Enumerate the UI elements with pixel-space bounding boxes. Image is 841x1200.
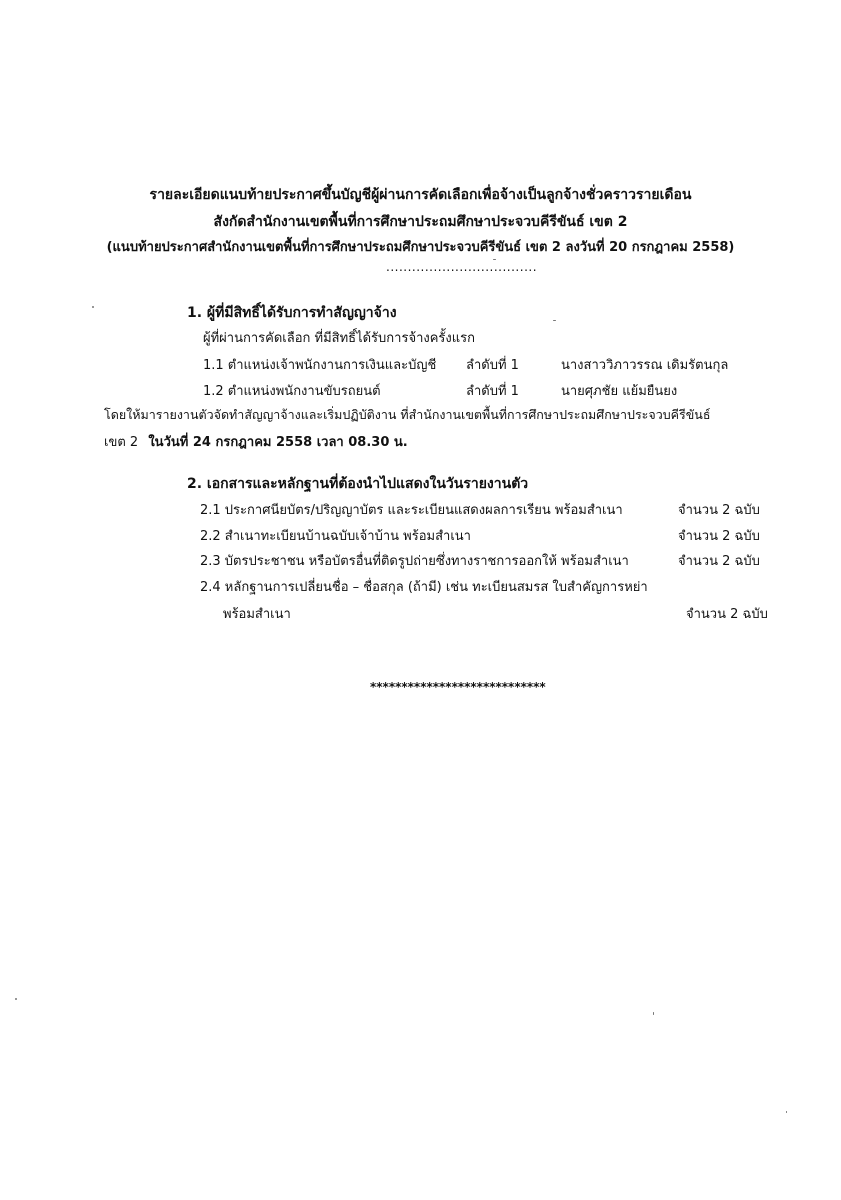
section1-item-1-rank: ลำดับที่ 1 [466, 358, 519, 373]
section2-item-2-qty: จำนวน 2 ฉบับ [678, 529, 760, 544]
scan-speck [15, 998, 17, 1000]
section2-heading: 2. เอกสารและหลักฐานที่ต้องนำไปแสดงในวันรายงานตัว [187, 476, 529, 492]
scan-speck [786, 1111, 787, 1113]
section1-report-date-time: ในวันที่ 24 กรกฎาคม 2558 เวลา 08.30 น. [148, 435, 408, 450]
scan-speck [493, 259, 496, 260]
header-dots-divider: ................................... [386, 260, 538, 274]
section2-item-2-text: 2.2 สำเนาทะเบียนบ้านฉบับเจ้าบ้าน พร้อมสำเนา [200, 529, 471, 544]
section1-heading: 1. ผู้ที่มีสิทธิ์ได้รับการทำสัญญาจ้าง [187, 305, 397, 321]
header-title-line2: สังกัดสำนักงานเขตพื้นที่การศึกษาประถมศึกษาประจวบคีรีขันธ์ เขต 2 [213, 214, 628, 230]
section1-intro: ผู้ที่ผ่านการคัดเลือก ที่มีสิทธิ์ได้รับการจ้างครั้งแรก [203, 331, 475, 346]
section1-item-2-name: นายศุภชัย แย้มยืนยง [561, 384, 678, 399]
section2-item-4-continuation: พร้อมสำเนา [223, 607, 291, 622]
scan-speck [653, 1012, 654, 1015]
section2-item-3-qty: จำนวน 2 ฉบับ [678, 554, 760, 569]
section2-item-1-text: 2.1 ประกาศนียบัตร/ปริญญาบัตร และระเบียนแสดงผลการเรียน พร้อมสำเนา [200, 503, 623, 518]
section2-item-1-qty: จำนวน 2 ฉบับ [678, 503, 760, 518]
section1-item-1-name: นางสาววิภาวรรณ เดิมรัตนกุล [561, 358, 729, 373]
section1-report-line1: โดยให้มารายงานตัวจัดทำสัญญาจ้างและเริ่มปฏิบัติงาน ที่สำนักงานเขตพื้นที่การศึกษาประถมศึกษาประจวบคีรีขันธ์ [104, 407, 711, 422]
section1-item-1-position: 1.1 ตำแหน่งเจ้าพนักงานการเงินและบัญชี [203, 358, 437, 373]
section2-item-4-qty: จำนวน 2 ฉบับ [686, 607, 768, 622]
section2-item-4-text: 2.4 หลักฐานการเปลี่ยนชื่อ – ชื่อสกุล (ถ้ามี) เช่น ทะเบียนสมรส ใบสำคัญการหย่า [200, 580, 648, 595]
section1-report-line2 [104, 431, 408, 452]
section1-report-line2-prefix: เขต 2 [104, 435, 139, 450]
scan-speck [553, 320, 556, 321]
header-title-line1: รายละเอียดแนบท้ายประกาศขึ้นบัญชีผู้ผ่านการคัดเลือกเพื่อจ้างเป็นลูกจ้างชั่วคราวรายเดือน [149, 187, 692, 203]
section2-item-3-text: 2.3 บัตรประชาชน หรือบัตรอื่นที่ติดรูปถ่ายซึ่งทางราชการออกให้ พร้อมสำเนา [200, 554, 629, 569]
scan-speck [92, 306, 94, 308]
section1-item-2-position: 1.2 ตำแหน่งพนักงานขับรถยนต์ [203, 384, 381, 399]
footer-stars-divider: **************************** [370, 680, 546, 694]
header-title-line3: (แนบท้ายประกาศสำนักงานเขตพื้นที่การศึกษาประถมศึกษาประจวบคีรีขันธ์ เขต 2 ลงวันที่ 20 กรกฎาคม 2558) [106, 240, 735, 255]
section1-item-2-rank: ลำดับที่ 1 [466, 384, 519, 399]
